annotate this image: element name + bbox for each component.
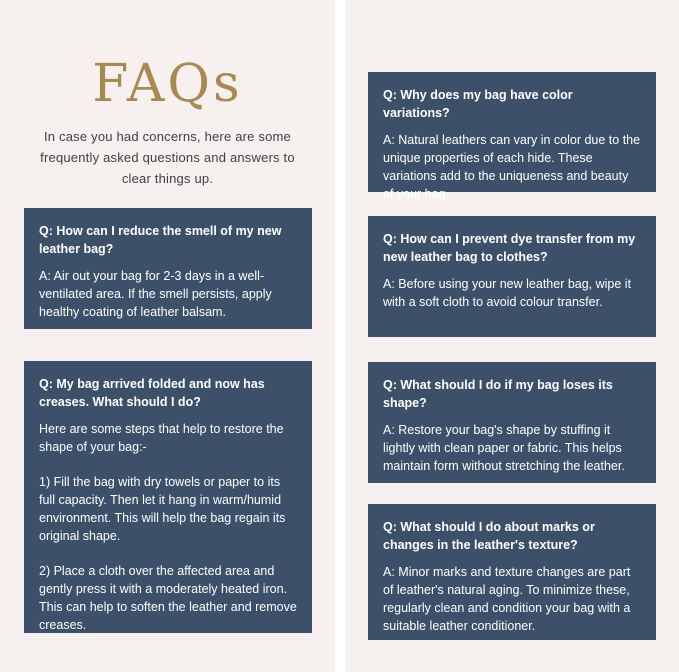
faq-question: Q: What should I do if my bag loses its shape? [383,378,613,410]
intro-text: In case you had concerns, here are some frequently asked questions and answers to clear things up. [40,129,295,186]
faq-card-dye [368,216,656,337]
faq-card-color [368,72,656,201]
faq-question: Q: How can I prevent dye transfer from my new leather bag to clothes? [383,232,636,264]
faq-answer: A: Before using your new leather bag, wipe it with a soft cloth to avoid colour transfer. [383,277,632,309]
left-panel [0,0,335,672]
faq-answer: A: Air out your bag for 2-3 days in a well-ventilated area. If the smell persists, apply healthy coating of leather balsam. [39,269,272,319]
faq-answer: A: Natural leathers can vary in color due to the unique properties of each hide. These variations add to the uniqueness and beauty of your bag. [383,133,641,201]
faq-card-creases [24,361,312,633]
faq-step-2: 2) Place a cloth over the affected area and gently press it with a moderately heated iron. This can help to soften the leather and remove creases. [39,564,297,632]
faq-step-1: 1) Fill the bag with dry towels or paper to its full capacity. Then let it hang in warm/humid environment. This will help the bag regain its original shape. [39,475,286,543]
faq-answer: Here are some steps that help to restore the shape of your bag:- [39,422,284,454]
faq-card-smell [24,208,312,329]
faq-answer: A: Minor marks and texture changes are part of leather's natural aging. To minimize these, regularly clean and condition your bag with a suitable leather conditioner. [383,565,631,633]
faq-question: Q: My bag arrived folded and now has creases. What should I do? [39,377,265,409]
faq-question: Q: How can I reduce the smell of my new leather bag? [39,224,282,256]
faq-question: Q: What should I do about marks or changes in the leather's texture? [383,520,595,552]
page-title: FAQs [92,54,243,114]
faq-answer: A: Restore your bag's shape by stuffing it lightly with clean paper or fabric. This helps maintain form without stretching the leather. [383,423,625,473]
faq-card-shape [368,362,656,483]
faq-question: Q: Why does my bag have color variations? [383,88,573,120]
faq-card-texture [368,504,656,640]
right-panel [345,0,679,672]
